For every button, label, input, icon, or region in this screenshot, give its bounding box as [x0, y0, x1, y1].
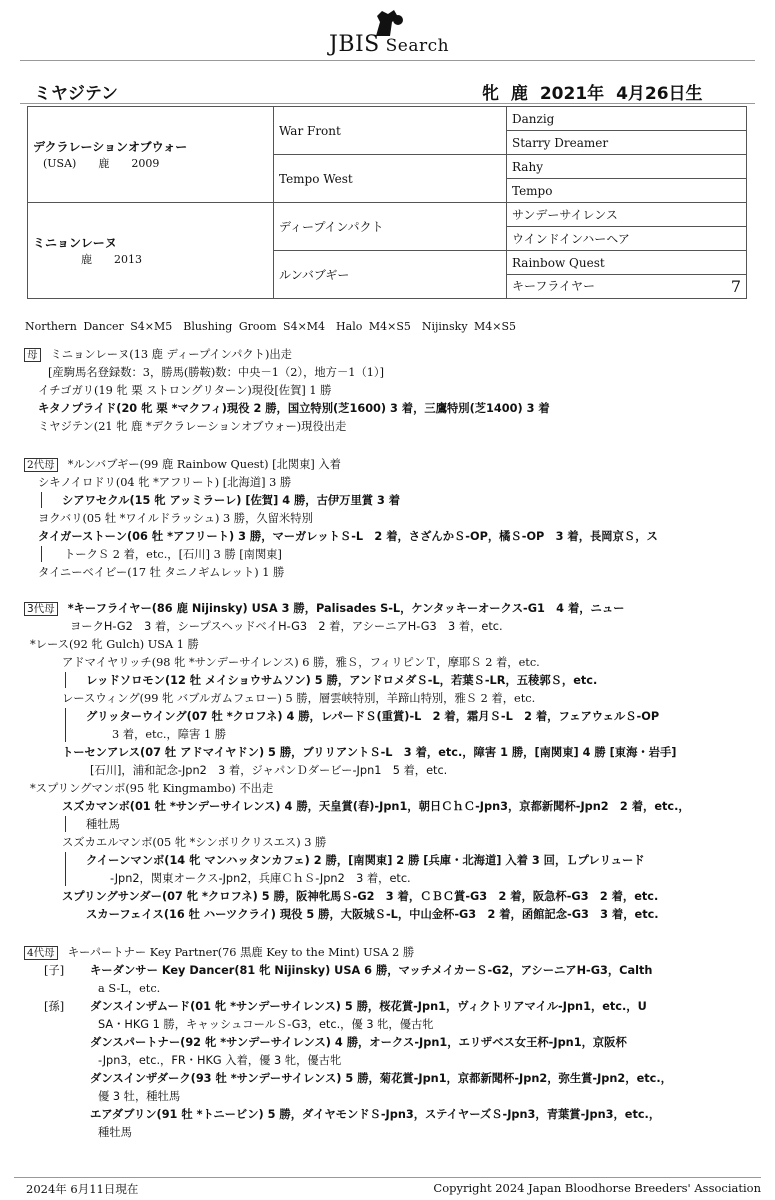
list-item[interactable]: クイーンマンボ(14 牝 マンハッタンカフェ) 2 勝，[南関東] 2 勝 [兵庫・北海道] 入着 3 回，Ｌプレリュード [86, 854, 645, 867]
tree-line [41, 492, 42, 508]
as-of-date: 2024年 6月11日現在 [26, 1182, 139, 1196]
sire-name[interactable]: デクラレーションオブウォー [33, 140, 188, 154]
list-item [24, 346, 761, 364]
third-dam-tag: 3代母 [24, 602, 58, 616]
list-item[interactable]: シアワセクル(15 牝 アッミラーレ) [佐賀] 4 勝，古伊万里賞 3 着 [62, 494, 401, 507]
list-item[interactable]: タイニーベイビー(17 牡 タニノギムレット) 1 勝 [38, 566, 285, 579]
gen3-6[interactable]: ウインドインハーヘア [507, 227, 747, 251]
list-item: a S-L，etc. [98, 982, 161, 995]
list-item[interactable]: スズカエルマンボ(05 牝 *シンボリクリスエス) 3 勝 [62, 836, 327, 849]
gen3-3[interactable]: Rahy [507, 155, 747, 179]
list-item: ヨークH-G2 3 着，シープスヘッドベイH-G3 2 着，アシーニアH-G3 3 着，etc. [70, 620, 503, 633]
list-item[interactable]: タイガーストーン(06 牡 *アフリート) 3 勝，マーガレットＳ-L 2 着，さざんかＳ-OP，橘Ｓ-OP 3 着，長岡京Ｓ，ス [38, 530, 658, 543]
list-item [24, 600, 761, 618]
gen3-8[interactable] [507, 275, 747, 299]
gen3-1[interactable]: Danzig [507, 107, 747, 131]
list-item[interactable]: スプリングサンダー(07 牝 *クロフネ) 5 勝，阪神牝馬Ｓ-G2 3 着，ＣＢＣ賞-G3 2 着，阪急杯-G3 2 着，etc. [62, 890, 659, 903]
child-label: [子] [44, 964, 65, 977]
fourth-dam-tag: 4代母 [24, 946, 58, 960]
list-item[interactable]: ダンスインザダーク(93 牡 *サンデーサイレンス) 5 勝，菊花賞-Jpn1，京都新聞杯-Jpn2，弥生賞-Jpn2，etc.， [90, 1072, 672, 1085]
inbreeding-crosses: Northern Dancer S4×M5 Blushing Groom S4×M4 Halo M4×S5 Nijinsky M4×S5 [25, 320, 517, 333]
sire-sire[interactable]: War Front [274, 107, 507, 155]
third-dam-line[interactable]: *キーフライヤー(86 鹿 Nijinsky) USA 3 勝，Palisades S-L，ケンタッキーオークス-G1 4 着，ニュー [67, 602, 625, 615]
second-dam-tag: 2代母 [24, 458, 58, 472]
tree-line [65, 816, 66, 832]
list-item [24, 944, 761, 962]
second-dam-line[interactable]: *ルンバブギー(99 鹿 Rainbow Quest) [北関東] 入着 [67, 458, 341, 471]
list-item[interactable]: キタノプライド(20 牝 栗 *マクフィ)現役 2 勝，国立特別(芝1600) 3 着，三鷹特別(芝1400) 3 着 [38, 402, 550, 415]
logo-search: Search [385, 36, 450, 56]
sire-cell [28, 107, 274, 203]
horse-name: ミヤジテン [34, 84, 118, 104]
list-item [24, 998, 761, 1016]
fourth-dam-section [24, 944, 761, 1142]
list-item[interactable]: *スプリングマンボ(95 牝 Kingmambo) 不出走 [30, 782, 274, 795]
list-item[interactable]: アドマイヤリッチ(98 牝 *サンデーサイレンス) 6 勝，雅Ｓ，フィリピンＴ，摩耶Ｓ 2 着，etc. [62, 656, 540, 669]
dam-line: ミニョンレーヌ(13 鹿 ディープインパクト)出走 [50, 348, 292, 361]
grandchild-label: [孫] [44, 1000, 65, 1013]
list-item[interactable]: ミヤジテン(21 牝 鹿 *デクラレーションオブウォー)現役出走 [38, 420, 347, 433]
tree-line [41, 546, 42, 562]
sire-dam[interactable]: Tempo West [274, 155, 507, 203]
logo-jbis: JBIS [329, 32, 380, 57]
list-item[interactable]: グリッターウイング(07 牡 *クロフネ) 4 勝，レパードＳ(重賞)-L 2 着，霜月Ｓ-L 2 着，フェアウェルＳ-OP [86, 710, 660, 723]
list-item[interactable]: *レース(92 牝 Gulch) USA 1 勝 [30, 638, 199, 651]
list-item: 優 3 牡，種牡馬 [98, 1090, 181, 1103]
dam-name[interactable]: ミニョンレーヌ [33, 236, 117, 250]
list-item[interactable]: スズカマンボ(01 牡 *サンデーサイレンス) 4 勝，天皇賞(春)-Jpn1，朝日ＣｈＣ-Jpn3，京都新聞杯-Jpn2 2 着，etc.， [62, 800, 690, 813]
dam-section [24, 346, 761, 436]
pedigree-table [27, 106, 747, 299]
list-item[interactable]: トーセンアレス(07 牡 アドマイヤドン) 5 勝，ブリリアントＳ-L 3 着，etc.，障害 1 勝，[南関東] 4 勝 [東海・岩手] [62, 746, 677, 759]
gen3-8-name: キーフライヤー [512, 279, 596, 293]
list-item[interactable]: シキノイロドリ(04 牝 *アフリート) [北海道] 3 勝 [38, 476, 292, 489]
list-item[interactable]: レッドソロモン(12 牡 メイショウサムソン) 5 勝，アンドロメダＳ-L，若葉Ｓ-LR，五稜郭Ｓ，etc. [86, 674, 598, 687]
horse-info: 牝 鹿 2021年 4月26日生 [482, 84, 703, 104]
list-item: SA・HKG 1 勝，キャッシュコールＳ-G3，etc.，優 3 牝，優古牝 [98, 1018, 434, 1031]
list-item[interactable]: レースウィング(99 牝 バブルガムフェロー) 5 勝，層雲峡特別，羊蹄山特別，雅Ｓ 2 着，etc. [62, 692, 536, 705]
list-item: 種牡馬 [98, 1126, 132, 1139]
sire-sub: (USA) 鹿 2009 [43, 157, 160, 170]
fourth-dam-line[interactable]: キーパートナー Key Partner(76 黒鹿 Key to the Mint) USA 2 勝 [67, 946, 415, 959]
list-item[interactable]: ヨクバリ(05 牡 *ワイルドラッシュ) 3 勝，久留米特別 [38, 512, 313, 525]
jbis-logo[interactable] [300, 8, 475, 56]
dam-sire[interactable]: ディープインパクト [274, 203, 507, 251]
tree-line [65, 708, 66, 742]
tree-line [65, 852, 66, 886]
child-line[interactable]: キーダンサー Key Dancer(81 牝 Nijinsky) USA 6 勝，マッチメイカーＳ-G2，アシーニアH-G3，Calth [90, 964, 653, 977]
header-rule [20, 60, 755, 61]
list-item [24, 962, 761, 980]
list-item [24, 456, 761, 474]
third-dam-section [24, 600, 761, 924]
list-item: -Jpn3，etc.，FR・HKG 入着，優 3 牝，優古牝 [98, 1054, 342, 1067]
list-item[interactable]: イチゴガリ(19 牝 栗 ストロングリターン)現役[佐賀] 1 勝 [38, 384, 332, 397]
list-item[interactable]: スカーフェイス(16 牡 ハーツクライ) 現役 5 勝，大阪城Ｓ-L，中山金杯-G3 2 着，函館記念-G3 3 着，etc. [86, 908, 659, 921]
grandchild-line[interactable]: ダンスインザムード(01 牝 *サンデーサイレンス) 5 勝，桜花賞-Jpn1，ヴィクトリアマイル-Jpn1，etc.，U [90, 1000, 647, 1013]
list-item[interactable]: エアダブリン(91 牡 *トニービン) 5 勝，ダイヤモンドＳ-Jpn3，ステイヤーズＳ-Jpn3，青葉賞-Jpn3，etc.， [90, 1108, 661, 1121]
list-item: [産駒馬名登録数：3，勝馬(勝鞍)数：中央－1（2），地方－1（1）] [48, 366, 384, 379]
list-item: 種牡馬 [86, 818, 120, 831]
list-item: -Jpn2，関東オークス-Jpn2，兵庫ＣｈＳ-Jpn2 3 着，etc. [110, 872, 411, 885]
second-dam-section [24, 456, 761, 582]
tree-line [65, 672, 66, 688]
gen3-2[interactable]: Starry Dreamer [507, 131, 747, 155]
list-item[interactable]: ダンスパートナー(92 牝 *サンデーサイレンス) 4 勝，オークス-Jpn1，エリザベス女王杯-Jpn1，京阪杯 [90, 1036, 627, 1049]
gen3-5[interactable]: サンデーサイレンス [507, 203, 747, 227]
copyright: Copyright 2024 Japan Bloodhorse Breeders' Association [433, 1181, 761, 1195]
list-item: 3 着，etc.，障害 1 勝 [112, 728, 227, 741]
family-number: 7 [730, 277, 741, 296]
gen3-4[interactable]: Tempo [507, 179, 747, 203]
title-rule [20, 103, 755, 104]
gen3-7[interactable]: Rainbow Quest [507, 251, 747, 275]
footer-rule [14, 1177, 761, 1178]
list-item: トークＳ 2 着，etc.，[石川] 3 勝 [南関東] [64, 548, 282, 561]
list-item: [石川]，浦和記念-Jpn2 3 着，ジャパンＤダービー-Jpn1 5 着，etc. [90, 764, 448, 777]
dam-cell [28, 203, 274, 299]
dam-tag: 母 [24, 348, 41, 362]
dam-dam[interactable]: ルンバブギー [274, 251, 507, 299]
dam-sub: 鹿 2013 [81, 253, 142, 266]
